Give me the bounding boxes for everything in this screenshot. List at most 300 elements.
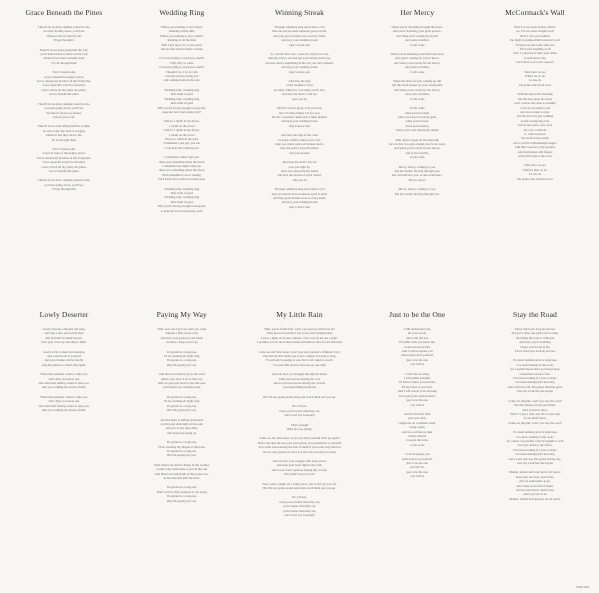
lyric-line: And the heart is sliding backwards [160,417,204,422]
verse [361,452,473,478]
verse [244,327,356,345]
lyric-line: help you when you're all broken down, [275,141,324,146]
lyric-line: when your heart is barely open, [397,114,437,119]
lyric-line: and you're waiting for you to move, [395,56,440,61]
lyric-line: Well sometimes I see it waning, [162,172,202,177]
lyric-line: I've been working for your wonder, [513,447,557,452]
verse [244,482,356,491]
verse [8,124,120,142]
lyric-line: I've been running down a dark lane, [512,430,558,435]
lyric-line: and when you're ready for her mercy, [394,60,441,65]
lyric-line: and you're terrified, [405,38,430,43]
lyric-line: you will be [410,362,425,367]
song-title: McCormack's Wall [505,8,565,17]
verse [244,106,356,128]
lyric-line: and may the storms of good charity [277,173,322,178]
lyric-line: just to be the one [406,398,428,403]
lyric-line: And now you're doubting [519,340,551,345]
lyric-line: I'd've said anything at all [519,47,551,52]
lyric-line: Well, it's just a ride, and I'm at your side [510,411,560,416]
lyric-line: for a heart of gold that can't be bought or sold [506,438,564,443]
lyric-line: Grace beneath the judge's gavel, [44,74,84,79]
lyric-line: Wedding ring, wedding ring [164,87,200,92]
verse [244,423,356,432]
lyric-line: and may good fortune wait on every hand, [273,196,326,200]
verse [126,327,238,345]
lyric-line: I'd given up the bottle with you [515,42,555,47]
song-her-mercy [361,6,473,308]
lyric-line: And when we're full of doubt, [516,483,554,488]
lyric-line: I'll get through this [52,187,76,192]
lyric-line: bodies danced [408,433,427,438]
verse [479,358,591,393]
lyric-line: Mother, shelter hell sing me for all below [509,496,561,501]
lyric-line: little band of gold [170,92,193,97]
song-title: Wedding Ring [159,8,205,17]
lyric-line: don't you tell us no [523,492,547,497]
lyric-line: may the spirit of good brothers [280,146,319,151]
lyric-line: Don't wait for that weekend to roll along [156,489,207,494]
lyric-line: down and troubled, [405,123,430,128]
lyric-line: give us somewhere to go. [519,479,551,484]
lyric-line: of the Southern Cross [286,83,313,88]
lyric-line: I'll cut through them [51,60,77,65]
lyric-line: sweep again, [409,425,426,430]
lyric-line: you were dark, [408,416,427,421]
verse [244,25,356,47]
lyric-line: And may the sign of the cross [281,133,318,138]
lyric-line: and I can't say it enough [284,513,315,517]
lyric-line: That's enough [290,422,309,427]
lyric-line: pass you by [292,96,307,101]
lyric-line: Fifty, fifty to come [170,60,194,65]
song-grace-beneath-the-pines [8,6,120,308]
lyric-line: Well, you're feelin' fine, won't you open up and let us in? [264,327,335,331]
song-title: Her Mercy [400,8,435,17]
lyric-line: the line in favour, no money [46,110,82,115]
verse [8,102,120,120]
lyric-line: because there's something in the eye you can't pretend, [265,60,334,65]
lyric-line: And don't you pack up your trunk, [160,335,204,340]
lyric-line: And there's not much joy in the work [158,372,205,377]
lyric-line: and cars wanted to pray [520,109,550,114]
lyric-line: I'll suffer what you know me, [399,340,436,345]
lyric-line: And oh, how you struggle with your power, [272,458,327,463]
verse [244,436,356,454]
lyric-line: I'll follow where you lead me, [398,380,436,385]
lyric-line: But I'm not gonna stand aside and watch them tear you up. [263,394,336,399]
lyric-line: without a little work a day [165,331,199,336]
lyric-line: all to be a child an' [523,127,547,132]
song-mccormack-s-wall [479,6,591,308]
lyric-line: I've been trying to reach you, darlin' [159,65,205,70]
lyric-line: Sometimes I just get, you see [163,141,200,146]
verse [244,52,356,74]
lyric-line: Well, here we are [524,69,546,74]
lyric-line: but I know that you'll be leaving soon [158,177,206,182]
lyric-line: Though I try, I try in vain [165,69,198,74]
lyric-line: and I can't say it enough [284,413,315,418]
lyric-line: It's gonna be a long one, [166,403,197,408]
verse [126,155,238,181]
lyric-line: you will be, [409,465,425,470]
lyric-line: Grace I have all my pains, the pines, [41,87,87,92]
lyric-line: it will come [409,96,425,101]
lyric-line: I still understand you, [403,327,431,331]
lyric-line: Tired, tired eyes look up and see [514,327,556,331]
lyric-line: Now I found some [52,70,76,75]
lyric-line: Come on, my little sister, won't you hold yourself back up again? [259,436,340,441]
lyric-line: you will be [410,474,425,479]
lyric-line: I'll lay down at your feet, [401,384,433,389]
lyric-line: I'll be working all night long [164,399,200,404]
lyric-line: I can hear that rabbit growl [164,145,199,150]
lyric-line: be some comfort to you when you're lost, [273,87,326,92]
lyric-line: when you're broken, [404,110,430,115]
lyric-line: But I'm not gonna stand aside and watch them tear you up. [263,485,336,490]
lyric-line: and when that feeling comes to take you, [38,381,90,386]
verse [8,350,120,368]
lyric-line: Now you're caught on a rising wave, and I can't get you off, [262,481,337,486]
lyric-line: Grace beneath the pines [49,168,79,173]
verse [479,70,591,88]
verse [8,395,120,413]
lyric-line: I could never stay, [523,55,547,60]
lyric-line: well, a horse ran came a-crashing [514,101,556,106]
lyric-line: Where we so far [524,74,546,79]
song-just-to-be-the-one [361,308,473,593]
lyric-line: I will gather strength, [403,376,431,381]
lyric-line: now my work has just begun [517,389,553,394]
lyric-line: And may the devil's toll not [282,160,317,165]
lyric-line: don't deny you never ran, [48,376,80,381]
lyric-line: little band of gold [170,199,193,204]
lyric-line: with their roses in a lady ground, [514,145,556,150]
lyric-line: there was something about the moon [159,159,205,164]
verse [126,372,238,390]
lyric-line: And we watched as their [401,429,433,434]
lyric-line: take you in [292,177,307,182]
lyric-line: and to all the O Beanmaigh singers [513,140,557,145]
lyric-line: There's a rabbit in the yard, [164,136,199,141]
lyric-line: And may the sign [288,79,311,84]
lyric-line: I promise you no more than smoke and mirrors now for me this time [257,340,342,345]
lyric-line: save your voice up and sing to them. [41,340,87,345]
lyric-line: and you're doubting your great powers, [393,29,442,34]
lyric-line: Won't you take the step you were given, you promised it to yourself [257,440,342,445]
lyric-line: Wedding ring, wedding ring [164,96,200,101]
verse [8,178,120,191]
lyric-line: But I'm paying my way [167,453,197,458]
song-winning-streak [244,6,356,308]
lyric-line: And I will search your morning [397,389,437,394]
song-title: Winning Streak [275,8,324,17]
song-title: My Little Rain [276,310,323,319]
lyric-line: and you're terrified, [405,92,430,97]
lyric-line: Grace upon the road I've travelled, [42,160,86,165]
lyric-line: I'm gonna ride black river [519,82,551,87]
lyric-line: keep her love from going cold? [162,109,202,114]
song-paying-my-way [126,308,238,593]
lyric-line: just to be the one [406,357,428,362]
lyric-line: when you're on yourself, [401,456,433,461]
lyric-line: we have a long road to go [165,340,198,345]
lyric-line: in the man that kills me more [163,475,200,480]
lyric-line: I hope you'll trust in me [520,344,550,349]
lyric-line: don't you let it show, [522,407,548,412]
verse [479,327,591,353]
lyric-line: may it never end [289,123,310,128]
verse [479,25,591,65]
lyric-line: Now I could never miss your name [513,51,557,56]
lyric-line: and your good fortune was on every hand, [273,33,326,38]
lyric-line: Mercy, mercy [408,177,426,182]
lyric-line: and may your winning streak [281,38,318,43]
lyric-line: With the lads in the morning [517,92,553,97]
song-stay-the-road [479,308,591,593]
lyric-line: 'cause you're better than they are, [278,499,321,504]
verse [126,88,238,114]
lyric-line: take you walking the streets of hell. [41,385,87,390]
lyric-line: When you're sneaking round the back door, [390,52,445,57]
lyric-line: a rabbit on the prowl [168,132,195,137]
lyric-line: There'll be no more running round for me, [37,178,91,183]
lyric-line: So, call the first. See, 'cause my mercy's no sin, [270,52,329,57]
lyric-line: caught me on a summer swell, [398,420,437,425]
lyric-line: Mother, shelter hell sing me for all below, [509,470,561,475]
lyric-line: and the dawn breaks on your windowsill, [391,83,443,88]
lyric-line: and may your winning streak [281,119,318,124]
lyric-line: and as you tread down among the crowds, [273,381,326,386]
lyric-line: Mercy, mercy, coming to you, [398,187,436,192]
lyric-line: Grace upon the road I've travelled, [42,83,86,88]
lyric-line: and your brother will be hardly [44,358,84,363]
lyric-line: still in battle for them heaven, [45,335,83,340]
lyric-line: and I won't give up, I'm gonna fill my cup, [508,456,562,461]
top-row [8,6,591,308]
lyric-line: It's gonna be a long one, [166,485,197,490]
lyric-line: you'd better listen to those words I say [40,52,88,57]
verse [126,418,238,436]
lyric-line: this one always been someone good to hold, [272,29,327,34]
lyric-line: Grace I have all my pains, the pines, [41,164,87,169]
lyric-line: the things that you've achieved [515,335,555,340]
lyric-line: don't get down to the office, [517,443,553,448]
lyric-line: And forgiveness still lingers [517,149,553,154]
verse [126,56,238,82]
verse [361,52,473,74]
song-title: Lowly Deserter [39,310,89,319]
lyric-line: they didn't see you at all [284,472,315,477]
lyric-line: it will come [409,69,425,74]
lyric-line: to keep her love from going cold? [160,208,203,213]
lyric-line: Well, there's not much change in the weather [154,462,210,467]
lyric-line: sing his praises, to them sing again. [42,362,86,367]
lyric-line: I've been missing hard and long [515,452,555,457]
lyric-line: Time has not been kind, but you're still standing here [266,331,333,336]
lyric-line: Well, now can I get you what you want [157,327,206,331]
lyric-line: you're better than they are, [283,504,316,509]
lyric-line: to come between [524,131,546,136]
verse [126,485,238,503]
lyric-line: but for a promise I made now I must defend, [271,114,328,119]
lyric-line: no, I've not been straight at all [516,29,554,34]
lyric-line: and you do the only thing [165,426,198,431]
lyric-line: Where you running to now, darlin'? [159,33,204,38]
verse [126,350,238,368]
lyric-line: and may the devil's wolf not [281,92,317,97]
lyric-line: When that question comes to find you, [40,372,88,377]
lyric-line: Wedding ring, wedding ring [164,186,200,191]
verse [8,70,120,96]
lyric-line: I always end up losing you [165,74,199,79]
lyric-line: take my advice son and put your money down too, [268,56,331,61]
song-title: Grace Beneath the Pines [25,8,103,17]
lyric-line: I've seen this movie come and go one time [273,362,326,367]
lyric-line: just to be the one [406,469,428,474]
lyric-line: I've been trying to reach you, darlin' [159,56,205,61]
lyric-line: I'm gonna ride on black river [517,176,553,181]
lyric-line: towards the rocks [406,438,429,443]
verse [244,395,356,399]
lyric-line: I've been working for your wonder, [513,376,557,381]
lyric-line: turn you around [289,150,310,155]
lyric-line: on the roaring big river [520,118,550,123]
lyric-line: and may your winning streak [281,200,318,205]
verse [244,160,356,182]
lyric-line: No, I'm not, [292,404,307,409]
lyric-line: Well, there's sugar on the sidewalk, [395,137,440,142]
lyric-line: little band of gold [170,101,193,106]
lyric-line: When the birds are just coming up still [393,79,442,84]
lyric-line: And there's not much left in the prayer now [154,471,209,476]
lyric-line: take a hard look at yourself [47,354,81,359]
lyric-line: the loons to the parish [521,136,549,141]
lyric-line: Will you be strong enough to keep her, [157,204,206,209]
lyric-line: What are you doing? [286,426,313,431]
lyric-line: Put that distance from your mind, [514,403,556,408]
lyric-line: you seem timing inside me [282,385,317,390]
bottom-row [8,308,591,593]
lyric-line: on this long dark night of the soul, [160,421,204,426]
lyric-line: when you're lost among the rubble [395,128,439,133]
lyric-line: and when you're ready for her mercy, [394,87,441,92]
verse [126,187,238,213]
lyric-line: and when that feeling comes to take you, [38,403,90,408]
lyric-line: But I'm paying my way [167,408,197,413]
lyric-line: and you're terrified, [405,65,430,70]
lyric-line: I've been missing in the rocks [516,362,554,367]
lyric-line: 'cause you're better than they are, [278,408,321,413]
lyric-line: Well I just hope it's to your sister [161,42,203,47]
verse [126,119,238,150]
lyric-line: unless your boss is do it, they say [161,376,203,381]
lyric-line: I've been running down a dark lane, [512,358,558,363]
lyric-line: for a golden moon she's got rusted deep [510,367,560,372]
lyric-line: When you're travelling through the hours, [391,25,444,29]
lyric-line: Running all the time [169,29,195,34]
lyric-line: no more fooling down, you'll see [43,29,85,34]
lyric-line: It's gonna be a long one, [166,349,197,354]
lyric-line: I'll get through it [53,38,75,43]
verse [244,79,356,101]
lyric-line: Through summers long and winters cold [274,187,325,192]
lyric-line: And for the first time [404,411,431,416]
lyric-line: the night we jumped McCormack's wall [510,38,560,43]
lyric-line: somewhere inside of her. [519,371,551,376]
lyric-line: The melody that made you is not a simple old song to sing, [262,354,337,359]
lyric-line: And oh, how you struggle through the hours [272,372,327,377]
lyric-line: all you've done, the path you've come, [511,331,559,336]
lyric-line: I'll be through them [51,137,77,142]
lyric-line: Well it's not for glory, I tell you true, [276,106,323,111]
lyric-line: Come on, pilgrim, won't you stay the road? [508,398,562,403]
lyric-line: keep your doorway open wide, [515,474,555,479]
lyric-line: you'd better get working today [162,385,201,390]
lyric-line: may it never end [289,204,310,209]
lyric-line: just to be the one [406,460,428,465]
verse [361,327,473,367]
lyric-line: don't you look back my friend [280,168,319,173]
lyric-line: and sing a new one for the men [44,331,84,336]
lyric-line: whatever lies they told to me, [45,133,83,138]
lyric-line: and we don't know which way, [515,488,555,492]
verse [244,459,356,477]
verse [479,430,591,465]
lyric-line: may you always have someone good to hold, [271,191,328,196]
lyric-line: And we gotta get down to the dirt now [157,381,206,386]
lyric-line: all your words, [407,331,427,336]
lyric-line: if you didn't know [523,416,547,421]
verse [126,440,238,458]
lyric-line: I've been wanting to the rocks [516,434,554,439]
lyric-line: La dee da [528,172,542,177]
lyric-line: whatever lies there beneath today [43,56,85,61]
lyric-line: Through summers long and winters cold [274,25,325,29]
lyric-line: before you to see [53,114,75,119]
lyric-line: 'cross an old lonely road [519,105,551,110]
lyric-line: Come on, pilgrim, won't you stay the road? [508,420,562,425]
lyric-line: There's a rabbit in my throat, [163,128,200,133]
verse [479,92,591,158]
lyric-line: It's gonna be a long one, [166,440,197,445]
lyric-line: Running in all the time [167,38,197,43]
lyric-line: Now I found some [52,146,76,151]
lyric-line: and not that mean brother of mine [160,47,203,52]
lyric-line: no more going down, you'll see [44,106,84,111]
lyric-line: And I will recognize you [401,349,433,354]
lyric-line: Grace among my brothers in the living line, [36,155,92,160]
lyric-line: and may your winning streak [281,65,318,70]
lyric-line: There'll be no more running round for me, [37,25,91,29]
lyric-line: it will come [409,155,425,160]
lyric-line: would run in parallel, [403,344,431,349]
lyric-line: with your sorrow beating the way [278,376,321,381]
verse [8,25,120,43]
lyric-line: and sound your restless heart, [398,393,436,398]
lyric-line: It's gonna be a long one, [166,394,197,399]
verse [479,163,591,181]
lyric-line: Well, here we are [524,163,546,168]
verse [8,372,120,390]
lyric-line: Leave a light on in your window, won't you let me see a sign? [261,335,338,340]
song-my-little-rain [244,308,356,593]
verse [244,372,356,390]
lyric-line: Grace beneath the pines [49,92,79,97]
verse [126,25,238,51]
lyric-line: and as you were captured among the crowds, [271,467,328,472]
lyric-line: on this long walk home to you in the rain [156,467,208,472]
